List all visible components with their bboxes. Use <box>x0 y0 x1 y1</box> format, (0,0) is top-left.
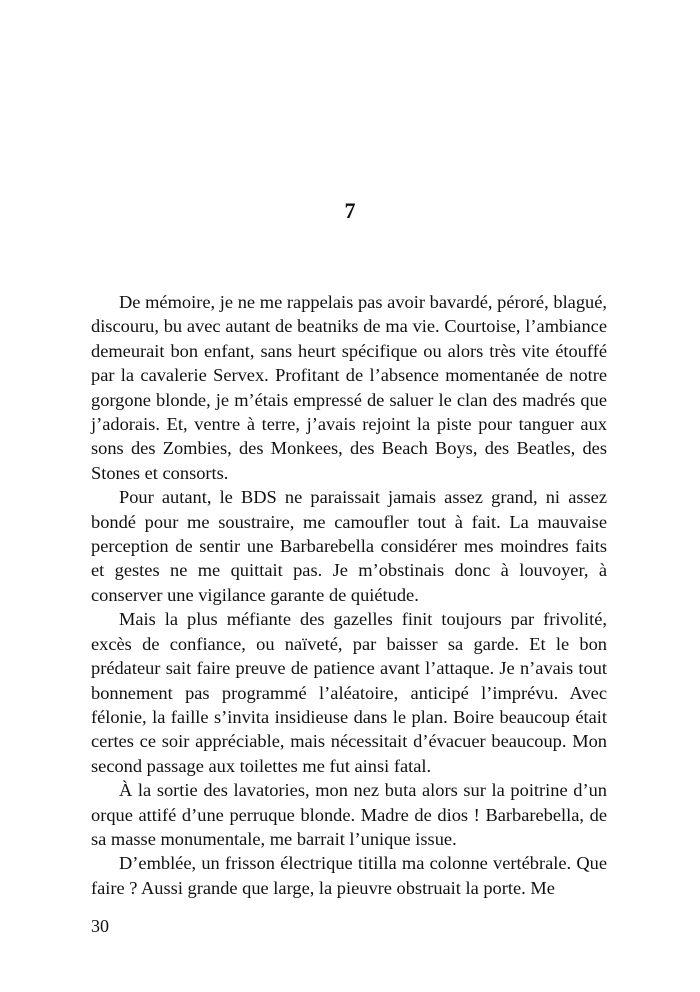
chapter-body <box>91 290 607 900</box>
paragraph: Pour autant, le BDS ne paraissait jamais assez grand, ni assez bondé pour me soustraire, me camoufler tout à fait. La mauvaise perception de sentir une Barbarebella considérer mes moindres faits et gestes ne me quittait pas. Je m’obstinais donc à louvoyer, à conserver une vigilance garante de quiétude. <box>91 487 607 605</box>
paragraph: À la sortie des lavatories, mon nez buta alors sur la poitrine d’un orque attifé d’une perruque blonde. Madre de dios ! Barbarebella, de sa masse monumentale, me barrait l’unique issue. <box>91 780 607 849</box>
paragraph: D’emblée, un frisson électrique titilla ma colonne vertébrale. Que faire ? Aussi grande que large, la pieuvre obstruait la porte. Me <box>91 853 607 898</box>
chapter-number: 7 <box>344 198 356 223</box>
paragraph: Mais la plus méfiante des gazelles finit toujours par frivolité, excès de confiance, ou naïveté, par baisser sa garde. Et le bon prédateur sait faire preuve de patience avant l’attaque. Je n’avais tout bonnement pas programmé l’aléatoire, anticipé l’imprévu. Avec félonie, la faille s’invita insidieuse dans le plan. Boire beaucoup était certes ce soir appréciable, mais nécessitait d’évacuer beaucoup. Mon second passage aux toilettes me fut ainsi fatal. <box>91 609 607 776</box>
page-number: 30 <box>91 916 109 936</box>
paragraph: De mémoire, je ne me rappelais pas avoir bavardé, pérоré, blagué, discouru, bu avec autant de beatniks de ma vie. Courtoise, l’ambiance demeurait bon enfant, sans heurt spécifique ou alors très vite étouffé par la cavalerie Servex. Profitant de l’absence momentanée de notre gorgone blonde, je m’étais empressé de saluer le clan des madrés que j’adorais. Et, ventre à terre, j’avais rejoint la piste pour tanguer aux sons des Zombies, des Monkees, des Beach Boys, des Beatles, des Stones et consorts. <box>91 292 607 483</box>
